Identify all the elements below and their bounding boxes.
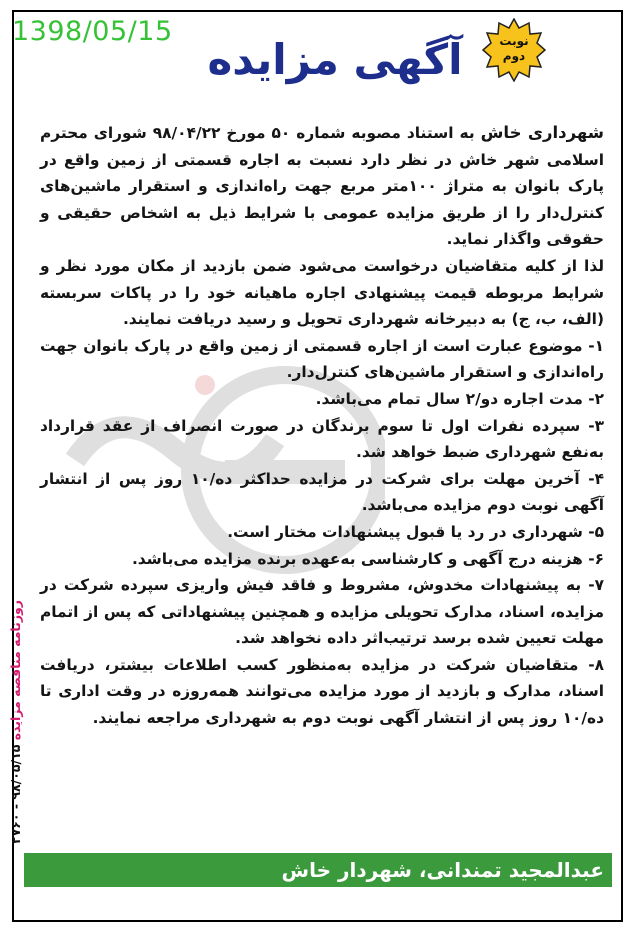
issue-number: ۹۸/۰۵/۱۵ - ۲۷۶۰	[8, 744, 23, 845]
list-item: ۳- سپرده نفرات اول تا سوم برندگان در صورت انصراف از عقد قرارداد به‌نفع شهرداری ضبط خواهد شد.	[40, 416, 604, 462]
list-item: ۱- موضوع عبارت است از اجاره قسمتی از زمین واقع در پارک بانوان جهت راه‌اندازی و استقرار ماشین‌های کنترل‌دار.	[40, 336, 604, 382]
signature-bar: عبدالمجید تمندانی، شهردار خاش	[24, 853, 612, 887]
list-item: ۴- آخرین مهلت برای شرکت در مزایده حداکثر ده/۱۰ روز پس از انتشار آگهی نوبت دوم مزایده می‌باشد.	[40, 469, 604, 515]
intro-text: به استناد مصوبه شماره ۵۰ مورخ ۹۸/۰۴/۲۲ شورای محترم اسلامی شهر خاش در نظر دارد نسبت به اجاره قسمتی از زمین واقع در پارک بانوان به متراژ ۱۰۰متر مربع جهت راه‌اندازی و استقرار ماشین‌های کنترل‌دار را از طریق مزایده عمومی با شرایط ذیل به اشخاص حقیقی و حقوقی واگذار نماید.	[40, 124, 604, 249]
list-item: ۷- به پیشنهادات مخدوش، مشروط و فاقد فیش واریزی سپرده شرکت در مزایده، اسناد، مدارک تحویلی مزایده و همچنین پیشنهاداتی که پس از اتمام مهلت تعیین شده برسد ترتیب‌اثر داده نخواهد شد.	[40, 576, 604, 648]
side-caption	[8, 572, 28, 872]
list-item: ۵- شهرداری در رد یا قبول پیشنهادات مختار است.	[227, 522, 604, 541]
list-item: ۲- مدت اجاره دو/۲ سال تمام می‌باشد.	[315, 389, 604, 408]
notice-body	[40, 120, 604, 850]
badge-line1: نوبت	[499, 34, 529, 48]
date-stamp: 1398/05/15	[12, 16, 173, 47]
newspaper-name: روزنامه مناقصه مزایده	[8, 600, 23, 741]
intro-paragraph	[40, 120, 604, 253]
badge-line2: دوم	[502, 49, 526, 63]
list-item: ۶- هزینه درج آگهی و کارشناسی به‌عهده برنده مزایده می‌باشد.	[131, 549, 604, 568]
list-item: ۸- متقاضیان شرکت در مزایده به‌منظور کسب اطلاعات بیشتر، دریافت اسناد، مدارک و بازدید از مورد مزایده می‌توانند همه‌روزه در وقت اداری تا ده/۱۰ روز پس از انتشار آگهی نوبت دوم به شهرداری مراجعه نمایند.	[40, 655, 604, 728]
badge-text	[482, 34, 546, 64]
condition-paragraph: لذا از کلیه متقاضیان درخواست می‌شود ضمن بازدید از مکان مورد نظر و شرایط مربوطه قیمت پیشنهادی اجاره ماهیانه خود را در پاکات سربسته (الف، ب، ج) به دبیرخانه شهرداری تحویل و رسید دریافت نمایند.	[40, 256, 604, 329]
notice-title: آگهی مزایده	[207, 35, 463, 84]
intro-lead: شهرداری خاش	[480, 123, 604, 142]
